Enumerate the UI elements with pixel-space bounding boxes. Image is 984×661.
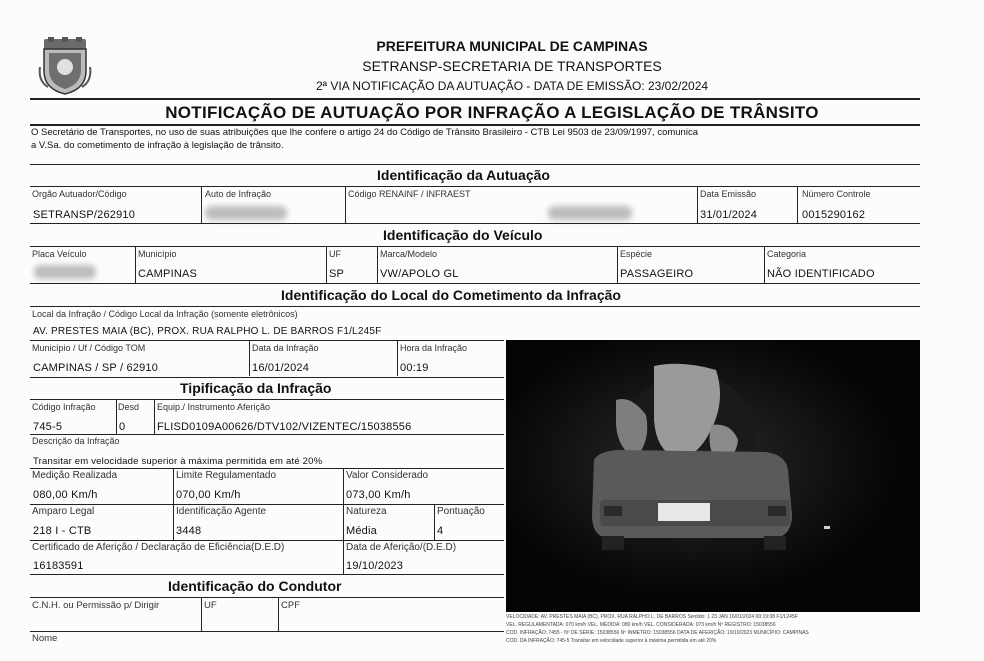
local-label: Local da Infração / Código Local da Infração (somente eletrônicos) bbox=[32, 309, 298, 319]
cnh-label: C.N.H. ou Permissão p/ Dirigir bbox=[32, 600, 160, 611]
descricao-value: Transitar em velocidade superior à máxima permitida em até 20% bbox=[33, 456, 323, 467]
desd-value: 0 bbox=[119, 421, 126, 433]
uf-label: UF bbox=[329, 249, 341, 259]
numero-controle-label: Número Controle bbox=[802, 189, 871, 199]
divider bbox=[343, 504, 344, 540]
categoria-label: Categoria bbox=[767, 249, 807, 259]
data-infracao-value: 16/01/2024 bbox=[252, 362, 310, 374]
photo-caption-line: COD. DA INFRAÇÃO: 745-5 Transitar em velocidade superior à máxima permitida em até 20% bbox=[506, 638, 717, 644]
divider bbox=[201, 187, 202, 223]
medicao-label: Medição Realizada bbox=[32, 470, 118, 481]
orgao-label: Orgão Autuador/Código bbox=[32, 189, 127, 199]
divider bbox=[326, 247, 327, 283]
redacted-auto-infracao bbox=[205, 206, 287, 220]
divider bbox=[30, 124, 920, 126]
redacted-placa bbox=[34, 265, 96, 279]
especie-value: PASSAGEIRO bbox=[620, 268, 694, 280]
divider bbox=[764, 247, 765, 283]
divider bbox=[30, 223, 920, 224]
divider bbox=[30, 246, 920, 247]
section-title-tipificacao: Tipificação da Infração bbox=[180, 380, 332, 396]
equip-label: Equip./ Instrumento Aferição bbox=[157, 402, 271, 412]
divider bbox=[343, 468, 344, 504]
issuer-name: PREFEITURA MUNICIPAL DE CAMPINAS bbox=[376, 38, 648, 54]
limite-value: 070,00 Km/h bbox=[176, 489, 241, 501]
hora-infracao-value: 00:19 bbox=[400, 362, 429, 374]
placa-label: Placa Veículo bbox=[32, 249, 87, 259]
divider bbox=[30, 399, 504, 400]
divider bbox=[30, 186, 920, 187]
divider bbox=[201, 597, 202, 631]
section-title-autuacao: Identificação da Autuação bbox=[377, 167, 550, 183]
municipio-tom-label: Município / Uf / Código TOM bbox=[32, 343, 146, 353]
municipio-value: CAMPINAS bbox=[138, 268, 198, 280]
section-title-local: Identificação do Local do Cometimento da Infração bbox=[281, 287, 621, 303]
municipio-label: Município bbox=[138, 249, 177, 259]
amparo-label: Amparo Legal bbox=[32, 506, 95, 517]
divider bbox=[30, 631, 504, 632]
data-infracao-label: Data da Infração bbox=[252, 343, 319, 353]
categoria-value: NÃO IDENTIFICADO bbox=[767, 268, 875, 280]
pontuacao-value: 4 bbox=[437, 525, 444, 537]
photo-caption bbox=[506, 613, 920, 645]
divider bbox=[278, 597, 279, 631]
medicao-value: 080,00 Km/h bbox=[33, 489, 98, 501]
codigo-infracao-value: 745-5 bbox=[33, 421, 63, 433]
divider bbox=[343, 540, 344, 574]
infraction-photo bbox=[506, 340, 920, 612]
data-emissao-value: 31/01/2024 bbox=[700, 209, 758, 221]
equip-value: FLISD0109A00626/DTV102/VIZENTEC/15038556 bbox=[157, 421, 412, 433]
desd-label: Desd bbox=[118, 402, 140, 412]
divider bbox=[345, 187, 346, 223]
photo-caption-line: COD. INFRAÇÃO: 7455 - Nº DE SÉRIE: 15038556 Nº INMETRO: 15038556 DATA DE AFERIÇÃO: 19/10/2023 MUNICÍPIO: CAMPINAS bbox=[506, 630, 809, 636]
divider bbox=[30, 377, 504, 378]
limite-label: Limite Regulamentado bbox=[176, 470, 277, 481]
section-title-veiculo: Identificação do Veículo bbox=[383, 227, 543, 243]
divider bbox=[30, 540, 504, 541]
intro-text-line1: O Secretário de Transportes, no uso de suas atribuições que lhe confere o artigo 24 do Código de Trânsito Brasileiro - CTB Lei 9503 de 23/09/1997, comunica bbox=[31, 127, 698, 138]
pontuacao-label: Pontuação bbox=[437, 506, 485, 517]
redacted-renainf bbox=[548, 206, 632, 220]
orgao-value: SETRANSP/262910 bbox=[33, 209, 136, 221]
amparo-value: 218 I - CTB bbox=[33, 525, 92, 537]
divider bbox=[30, 504, 504, 505]
divider bbox=[173, 504, 174, 540]
valor-considerado-label: Valor Considerado bbox=[346, 470, 429, 481]
divider bbox=[30, 164, 920, 165]
divider bbox=[116, 400, 117, 434]
especie-label: Espécie bbox=[620, 249, 653, 259]
divider bbox=[434, 504, 435, 540]
data-afericao-value: 19/10/2023 bbox=[346, 560, 404, 572]
issuer-department: SETRANSP-SECRETARIA DE TRANSPORTES bbox=[362, 58, 662, 74]
auto-infracao-label: Auto de Infração bbox=[205, 189, 272, 199]
divider bbox=[30, 434, 504, 435]
photo-caption-line: VELOCIDADE: AV. PRESTES MAIA (BC), PROX. RUA RALPHO L. DE BARROS Sentido: 1 23 JAN 16/01/2024 00:19:08 F1/L245F bbox=[506, 614, 798, 620]
divider bbox=[30, 98, 920, 100]
divider bbox=[249, 340, 250, 376]
divider bbox=[797, 187, 798, 223]
cpf-label: CPF bbox=[281, 600, 300, 611]
data-afericao-label: Data de Aferição/(D.E.D) bbox=[346, 542, 457, 553]
certificado-label: Certificado de Aferição / Declaração de Eficiência(D.E.D) bbox=[32, 542, 285, 553]
divider bbox=[173, 468, 174, 504]
divider bbox=[30, 306, 920, 307]
emission-info: 2ª VIA NOTIFICAÇÃO DA AUTUAÇÃO - DATA DE EMISSÃO: 23/02/2024 bbox=[315, 79, 709, 93]
section-title-condutor: Identificação do Condutor bbox=[168, 578, 342, 594]
divider bbox=[617, 247, 618, 283]
divider bbox=[30, 283, 920, 284]
marca-value: VW/APOLO GL bbox=[380, 268, 459, 280]
divider bbox=[154, 400, 155, 434]
car-image bbox=[506, 340, 920, 612]
divider bbox=[30, 340, 504, 341]
uf-value: SP bbox=[329, 268, 345, 280]
marca-label: Marca/Modelo bbox=[380, 249, 438, 259]
natureza-value: Média bbox=[346, 525, 377, 537]
divider bbox=[30, 574, 504, 575]
hora-infracao-label: Hora da Infração bbox=[400, 343, 468, 353]
condutor-uf-label: UF bbox=[204, 600, 217, 611]
certificado-value: 16183591 bbox=[33, 560, 84, 572]
agente-label: Identificação Agente bbox=[176, 506, 267, 517]
local-value: AV. PRESTES MAIA (BC), PROX. RUA RALPHO L. DE BARROS F1/L245F bbox=[33, 326, 382, 337]
agente-value: 3448 bbox=[176, 525, 202, 537]
codigo-infracao-label: Código Infração bbox=[32, 402, 96, 412]
divider bbox=[377, 247, 378, 283]
valor-considerado-value: 073,00 Km/h bbox=[346, 489, 411, 501]
document-title: NOTIFICAÇÃO DE AUTUAÇÃO POR INFRAÇÃO A LEGISLAÇÃO DE TRÂNSITO bbox=[165, 103, 819, 122]
descricao-label: Descrição da Infração bbox=[32, 436, 120, 446]
divider bbox=[30, 597, 504, 598]
divider bbox=[135, 247, 136, 283]
data-emissao-label: Data Emissão bbox=[700, 189, 757, 199]
nome-label: Nome bbox=[32, 633, 58, 644]
numero-controle-value: 0015290162 bbox=[802, 209, 866, 221]
intro-text-line2: a V.Sa. do cometimento de infração à legislação de trânsito. bbox=[31, 140, 284, 151]
divider bbox=[397, 340, 398, 376]
divider bbox=[30, 468, 504, 469]
renainf-label: Código RENAINF / INFRAEST bbox=[348, 189, 471, 199]
municipio-tom-value: CAMPINAS / SP / 62910 bbox=[33, 362, 159, 374]
divider bbox=[697, 187, 698, 223]
natureza-label: Natureza bbox=[346, 506, 387, 517]
photo-caption-line: VEL. REGULAMENTADA: 070 km/h VEL. MEDIDA: 080 km/h VEL. CONSIDERADA: 073 km/h Nº REGISTRO: 15038556 bbox=[506, 622, 776, 628]
